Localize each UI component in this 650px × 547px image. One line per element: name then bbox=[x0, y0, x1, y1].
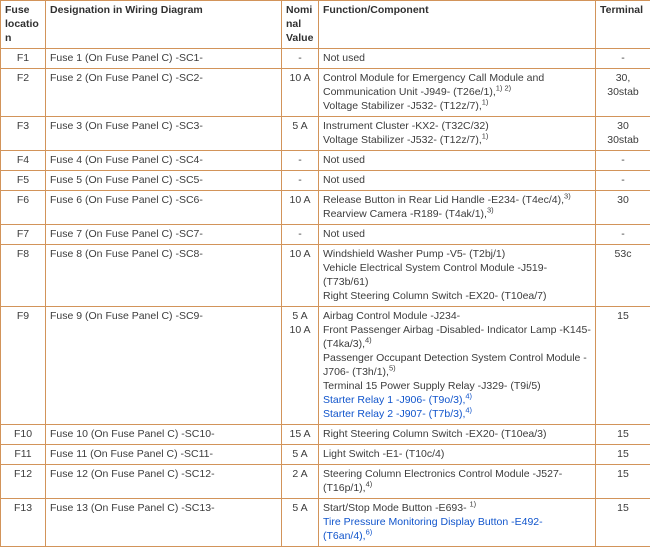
nominal-value: 10 A bbox=[286, 193, 314, 207]
terminal-cell bbox=[596, 445, 650, 465]
function-text: Passenger Occupant Detection System Control Module -J706- (T3h/1), bbox=[323, 352, 587, 378]
function-text: Start/Stop Mode Button -E693- bbox=[323, 502, 470, 514]
function-line bbox=[323, 51, 591, 65]
function-component-cell bbox=[319, 171, 596, 191]
nominal-value-cell bbox=[282, 307, 319, 425]
footnote-ref: 5) bbox=[389, 364, 396, 373]
function-text: Vehicle Electrical System Control Module -J519- (T73b/61) bbox=[323, 262, 547, 288]
function-text: Right Steering Column Switch -EX20- (T10ea/3) bbox=[323, 428, 547, 440]
terminal-cell bbox=[596, 69, 650, 117]
function-line bbox=[323, 351, 591, 379]
fuse-location-cell: F7 bbox=[1, 225, 46, 245]
function-line bbox=[323, 227, 591, 241]
table-row bbox=[1, 69, 650, 117]
fuse-location-cell: F9 bbox=[1, 307, 46, 425]
fuse-location-cell: F13 bbox=[1, 499, 46, 547]
nominal-value-cell bbox=[282, 499, 319, 547]
nominal-value: 10 A bbox=[286, 323, 314, 337]
terminal-value: 30stab bbox=[600, 85, 646, 99]
terminal-value: 30stab bbox=[600, 133, 646, 147]
component-link[interactable]: Tire Pressure Monitoring Display Button -E492- (T6an/4), bbox=[323, 516, 543, 542]
terminal-value: - bbox=[600, 227, 646, 241]
function-text: Not used bbox=[323, 228, 365, 240]
footnote-ref: 1) bbox=[482, 132, 489, 141]
function-text: Not used bbox=[323, 52, 365, 64]
nominal-value-cell bbox=[282, 69, 319, 117]
function-text: Not used bbox=[323, 174, 365, 186]
terminal-cell bbox=[596, 465, 650, 499]
header-designation: Designation in Wiring Diagram bbox=[46, 1, 282, 49]
function-text: Airbag Control Module -J234- bbox=[323, 310, 460, 322]
terminal-cell bbox=[596, 171, 650, 191]
function-component-cell bbox=[319, 307, 596, 425]
terminal-value: 15 bbox=[600, 467, 646, 481]
function-line bbox=[323, 515, 591, 543]
footnote-ref: 3) bbox=[487, 206, 494, 215]
footnote-ref[interactable]: 4) bbox=[465, 406, 472, 415]
function-line bbox=[323, 153, 591, 167]
nominal-value: - bbox=[286, 153, 314, 167]
function-line bbox=[323, 379, 591, 393]
nominal-value: 5 A bbox=[286, 447, 314, 461]
nominal-value: 5 A bbox=[286, 501, 314, 515]
function-component-cell bbox=[319, 465, 596, 499]
function-text: Voltage Stabilizer -J532- (T12z/7), bbox=[323, 100, 482, 112]
function-line bbox=[323, 247, 591, 261]
table-row bbox=[1, 225, 650, 245]
table-row bbox=[1, 49, 650, 69]
terminal-cell bbox=[596, 191, 650, 225]
function-text: Windshield Washer Pump -V5- (T2bj/1) bbox=[323, 248, 505, 260]
function-line bbox=[323, 173, 591, 187]
function-text: Instrument Cluster -KX2- (T32C/32) bbox=[323, 120, 489, 132]
designation-cell: Fuse 11 (On Fuse Panel C) -SC11- bbox=[46, 445, 282, 465]
function-text: Control Module for Emergency Call Module and Communication Unit -J949- (T26e/1), bbox=[323, 72, 544, 98]
function-text: Not used bbox=[323, 154, 365, 166]
fuse-location-cell: F3 bbox=[1, 117, 46, 151]
function-line bbox=[323, 133, 591, 147]
function-line bbox=[323, 71, 591, 99]
designation-cell: Fuse 8 (On Fuse Panel C) -SC8- bbox=[46, 245, 282, 307]
footnote-ref[interactable]: 6) bbox=[366, 528, 373, 537]
terminal-value: - bbox=[600, 173, 646, 187]
nominal-value-cell bbox=[282, 117, 319, 151]
fuse-table-body bbox=[1, 49, 650, 547]
function-text: Release Button in Rear Lid Handle -E234- (T4ec/4), bbox=[323, 194, 564, 206]
table-row bbox=[1, 445, 650, 465]
terminal-cell bbox=[596, 49, 650, 69]
function-line bbox=[323, 193, 591, 207]
table-row bbox=[1, 499, 650, 547]
function-text: Voltage Stabilizer -J532- (T12z/7), bbox=[323, 134, 482, 146]
function-line bbox=[323, 427, 591, 441]
function-component-cell bbox=[319, 245, 596, 307]
terminal-value: 15 bbox=[600, 447, 646, 461]
component-link[interactable]: Starter Relay 2 -J907- (T7b/3), bbox=[323, 408, 465, 420]
terminal-value: - bbox=[600, 153, 646, 167]
header-row bbox=[1, 1, 650, 49]
function-line bbox=[323, 289, 591, 303]
terminal-cell bbox=[596, 307, 650, 425]
fuse-location-cell: F2 bbox=[1, 69, 46, 117]
designation-cell: Fuse 7 (On Fuse Panel C) -SC7- bbox=[46, 225, 282, 245]
function-component-cell bbox=[319, 499, 596, 547]
designation-cell: Fuse 6 (On Fuse Panel C) -SC6- bbox=[46, 191, 282, 225]
terminal-cell bbox=[596, 225, 650, 245]
function-text: Right Steering Column Switch -EX20- (T10ea/7) bbox=[323, 290, 547, 302]
fuse-location-cell: F6 bbox=[1, 191, 46, 225]
footnote-ref: 1) bbox=[482, 98, 489, 107]
header-fuse-location: Fuse location bbox=[1, 1, 46, 49]
table-row bbox=[1, 151, 650, 171]
nominal-value: 10 A bbox=[286, 247, 314, 261]
designation-cell: Fuse 12 (On Fuse Panel C) -SC12- bbox=[46, 465, 282, 499]
designation-cell: Fuse 1 (On Fuse Panel C) -SC1- bbox=[46, 49, 282, 69]
function-text: Light Switch -E1- (T10c/4) bbox=[323, 448, 444, 460]
fuse-location-cell: F1 bbox=[1, 49, 46, 69]
terminal-value: 30 bbox=[600, 119, 646, 133]
footnote-ref: 4) bbox=[366, 480, 373, 489]
function-component-cell bbox=[319, 445, 596, 465]
designation-cell: Fuse 13 (On Fuse Panel C) -SC13- bbox=[46, 499, 282, 547]
function-line bbox=[323, 207, 591, 221]
function-line bbox=[323, 467, 591, 495]
table-row bbox=[1, 425, 650, 445]
fuse-location-cell: F8 bbox=[1, 245, 46, 307]
function-line bbox=[323, 447, 591, 461]
designation-cell: Fuse 2 (On Fuse Panel C) -SC2- bbox=[46, 69, 282, 117]
nominal-value-cell bbox=[282, 465, 319, 499]
nominal-value-cell bbox=[282, 49, 319, 69]
nominal-value: 2 A bbox=[286, 467, 314, 481]
terminal-cell bbox=[596, 151, 650, 171]
terminal-value: 53c bbox=[600, 247, 646, 261]
function-line bbox=[323, 501, 591, 515]
component-link[interactable]: Starter Relay 1 -J906- (T9o/3), bbox=[323, 394, 465, 406]
table-header bbox=[1, 1, 650, 49]
function-text: Terminal 15 Power Supply Relay -J329- (T9i/5) bbox=[323, 380, 541, 392]
footnote-ref: 1) bbox=[470, 500, 477, 509]
nominal-value-cell bbox=[282, 151, 319, 171]
nominal-value: 10 A bbox=[286, 71, 314, 85]
nominal-value: - bbox=[286, 51, 314, 65]
terminal-value: 30 bbox=[600, 193, 646, 207]
footnote-ref: 3) bbox=[564, 192, 571, 201]
function-component-cell bbox=[319, 69, 596, 117]
function-line bbox=[323, 407, 591, 421]
function-text: Rearview Camera -R189- (T4ak/1), bbox=[323, 208, 487, 220]
header-function-component: Function/Component bbox=[319, 1, 596, 49]
table-row bbox=[1, 307, 650, 425]
nominal-value-cell bbox=[282, 425, 319, 445]
designation-cell: Fuse 3 (On Fuse Panel C) -SC3- bbox=[46, 117, 282, 151]
nominal-value-cell bbox=[282, 171, 319, 191]
terminal-value: 15 bbox=[600, 309, 646, 323]
function-line bbox=[323, 119, 591, 133]
function-component-cell bbox=[319, 191, 596, 225]
nominal-value: - bbox=[286, 227, 314, 241]
fuse-location-cell: F4 bbox=[1, 151, 46, 171]
function-line bbox=[323, 99, 591, 113]
designation-cell: Fuse 9 (On Fuse Panel C) -SC9- bbox=[46, 307, 282, 425]
terminal-cell bbox=[596, 499, 650, 547]
nominal-value-cell bbox=[282, 445, 319, 465]
function-text: Steering Column Electronics Control Module -J527- (T16p/1), bbox=[323, 468, 562, 494]
terminal-cell bbox=[596, 117, 650, 151]
function-line bbox=[323, 393, 591, 407]
footnote-ref: 1) 2) bbox=[496, 84, 511, 93]
header-nominal-value: Nominal Value bbox=[282, 1, 319, 49]
table-row bbox=[1, 117, 650, 151]
function-line bbox=[323, 323, 591, 351]
function-line bbox=[323, 261, 591, 289]
table-row bbox=[1, 245, 650, 307]
function-component-cell bbox=[319, 425, 596, 445]
function-component-cell bbox=[319, 225, 596, 245]
function-component-cell bbox=[319, 49, 596, 69]
terminal-cell bbox=[596, 425, 650, 445]
designation-cell: Fuse 5 (On Fuse Panel C) -SC5- bbox=[46, 171, 282, 191]
terminal-value: - bbox=[600, 51, 646, 65]
header-terminal: Terminal bbox=[596, 1, 650, 49]
function-component-cell bbox=[319, 117, 596, 151]
table-row bbox=[1, 465, 650, 499]
designation-cell: Fuse 4 (On Fuse Panel C) -SC4- bbox=[46, 151, 282, 171]
nominal-value: 5 A bbox=[286, 119, 314, 133]
nominal-value-cell bbox=[282, 245, 319, 307]
terminal-cell bbox=[596, 245, 650, 307]
function-text: Front Passenger Airbag -Disabled- Indicator Lamp -K145- (T4ka/3), bbox=[323, 324, 591, 350]
nominal-value: 15 A bbox=[286, 427, 314, 441]
nominal-value-cell bbox=[282, 191, 319, 225]
fuse-location-cell: F10 bbox=[1, 425, 46, 445]
nominal-value-cell bbox=[282, 225, 319, 245]
table-row bbox=[1, 191, 650, 225]
nominal-value: - bbox=[286, 173, 314, 187]
terminal-value: 30, bbox=[600, 71, 646, 85]
terminal-value: 15 bbox=[600, 427, 646, 441]
function-line bbox=[323, 309, 591, 323]
fuse-location-cell: F5 bbox=[1, 171, 46, 191]
function-component-cell bbox=[319, 151, 596, 171]
fuse-location-cell: F11 bbox=[1, 445, 46, 465]
footnote-ref: 4) bbox=[365, 336, 372, 345]
terminal-value: 15 bbox=[600, 501, 646, 515]
table-row bbox=[1, 171, 650, 191]
designation-cell: Fuse 10 (On Fuse Panel C) -SC10- bbox=[46, 425, 282, 445]
fuse-location-cell: F12 bbox=[1, 465, 46, 499]
footnote-ref[interactable]: 4) bbox=[465, 392, 472, 401]
nominal-value: 5 A bbox=[286, 309, 314, 323]
